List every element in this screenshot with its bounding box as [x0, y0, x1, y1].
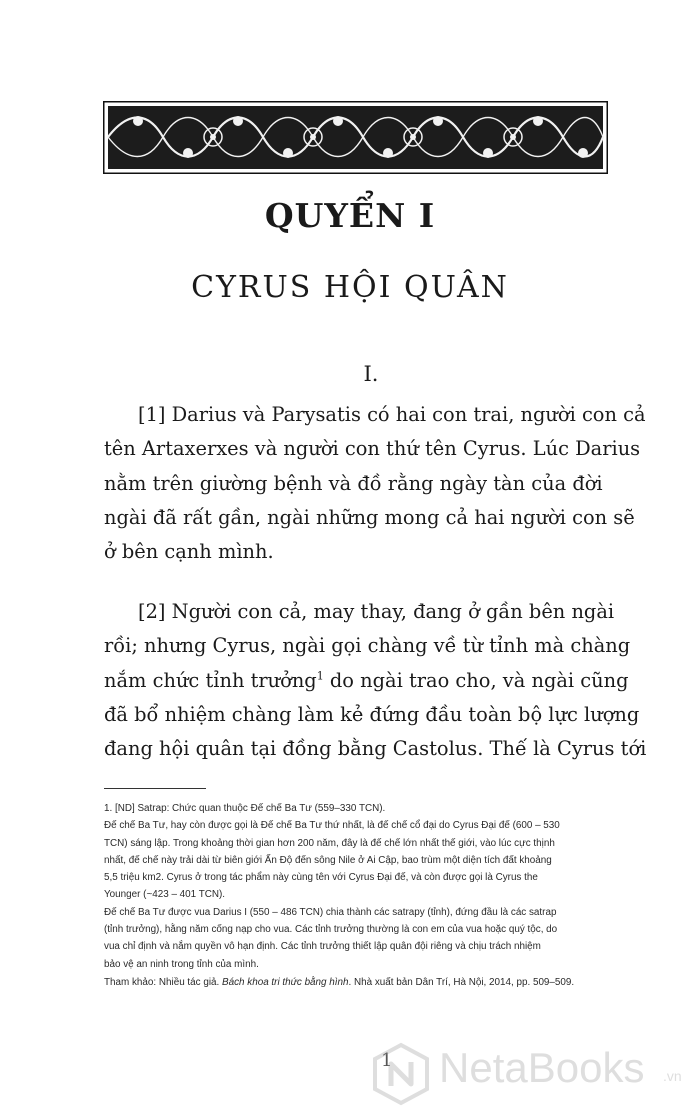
paragraph-line: rồi; nhưng Cyrus, ngài gọi chàng về từ tỉnh mà chàng — [104, 634, 631, 658]
footnote-line: Đế chế Ba Tư, hay còn được gọi là Đế chế Ba Tư thứ nhất, là đế chế cổ đại do Cyrus Đại đế (600 – 530 — [104, 820, 560, 832]
footnotes — [104, 800, 624, 991]
reference-prefix: Tham khảo: Nhiều tác giả. — [104, 976, 223, 988]
paragraph-line: ngài đã rất gần, ngài những mong cả hai người con sẽ — [104, 505, 635, 529]
footnote-line: (tỉnh trưởng), hằng năm cống nạp cho vua. Các tỉnh trưởng thường là con em của vua hoặc quý tộc, do — [104, 924, 558, 936]
footnote-line: nhất, đế chế này trải dài từ biên giới Ấn Độ đến sông Nile ở Ai Cập, bao trùm một diện tích đất khoảng — [104, 854, 552, 866]
footnote-line: vua chỉ định và nắm quyền vô hạn định. Các tỉnh trưởng thiết lập quân đội riêng và chịu trách nhiệm — [104, 941, 541, 953]
section-number: I. — [363, 362, 379, 386]
footnote-line: Younger (~423 – 401 TCN). — [104, 889, 226, 901]
footnote-line: bảo vệ an ninh trong tỉnh của mình. — [104, 958, 259, 970]
paragraph-text: nắm chức tỉnh trưởng — [104, 668, 317, 692]
footnote-line: TCN) sáng lập. Trong khoảng thời gian hơn 200 năm, đây là đế chế lớn nhất thế giới, vào lúc cực thịnh — [104, 837, 555, 849]
reference-book-title: Bách khoa tri thức bằng hình — [222, 976, 349, 988]
paragraph-line: tên Artaxerxes và người con thứ tên Cyrus. Lúc Darius — [104, 437, 641, 461]
paragraph-2 — [104, 595, 647, 766]
watermark — [365, 1038, 685, 1108]
paragraph-text: do ngài trao cho, và ngài cũng — [323, 668, 629, 692]
paragraph-line: đã bổ nhiệm chàng làm kẻ đứng đầu toàn bộ lực lượng — [104, 702, 640, 726]
paragraph-line: ở bên cạnh mình. — [104, 540, 274, 564]
footnote-divider — [104, 788, 206, 789]
paragraph-line: đang hội quân tại đồng bằng Castolus. Thế là Cyrus tới — [104, 737, 647, 761]
watermark-brand: NetaBooks — [439, 1044, 645, 1091]
paragraph-line: [1] Darius và Parysatis có hai con trai, người con cả — [138, 403, 646, 426]
footnote-line: 1. [ND] Satrap: Chức quan thuộc Đế chế Ba Tư (559–330 TCN). — [104, 803, 386, 814]
paragraph-line: nằm trên giường bệnh và đồ rằng ngày tàn của đời — [104, 471, 603, 495]
reference-suffix: . Nhà xuất bản Dân Trí, Hà Nội, 2014, pp. 509–509. — [348, 976, 575, 988]
watermark-tld: .vn — [663, 1068, 682, 1084]
paragraph-1 — [104, 398, 646, 569]
footnote-reference-line — [104, 974, 624, 991]
paragraph-line: [2] Người con cả, may thay, đang ở gần bên ngài — [138, 600, 615, 623]
footnote-reference[interactable]: 1 — [316, 669, 324, 683]
footnote-line: 5,5 triệu km2. Cyrus ở trong tác phẩm này cùng tên với Cyrus Đại đế, và còn được gọi là Cyrus the — [104, 872, 538, 884]
page-number: 1 — [381, 1050, 393, 1071]
footnote-line: Đế chế Ba Tư được vua Darius I (550 – 486 TCN) chia thành các satrapy (tỉnh), đứng đầu là các satrap — [104, 906, 557, 918]
book-title: QUYỂN I — [264, 196, 436, 235]
paragraph-line — [104, 664, 629, 698]
netabooks-logo-icon — [369, 1042, 433, 1106]
ornamental-header-band — [103, 101, 608, 174]
book-subtitle: CYRUS HỘI QUÂN — [191, 270, 509, 305]
